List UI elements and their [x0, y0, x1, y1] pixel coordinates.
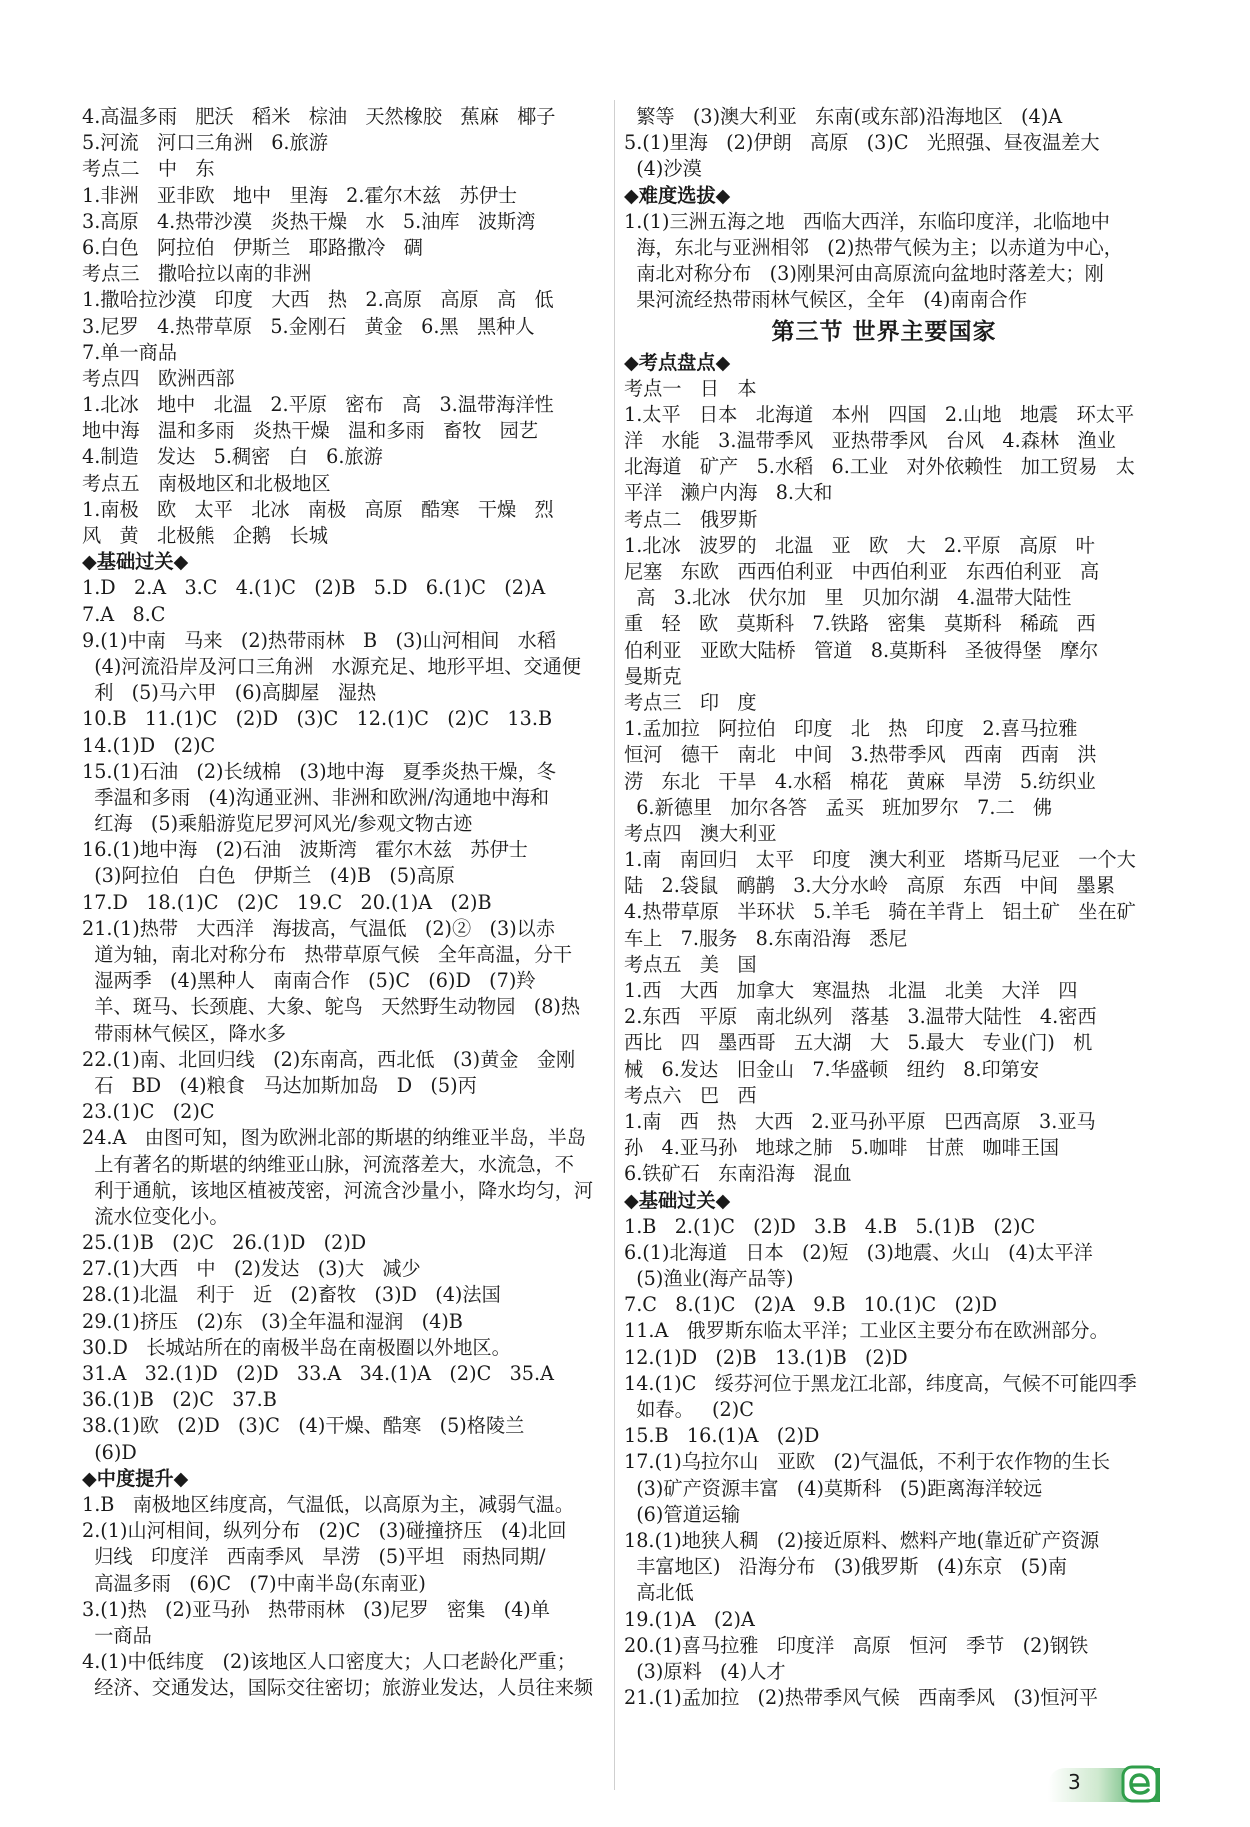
left-column: [82, 104, 604, 1701]
answer-line: 如春。 (2)C: [624, 1398, 754, 1421]
answer-line: 孙 4.亚马孙 地球之肺 5.咖啡 甘蔗 咖啡王国: [624, 1136, 1060, 1160]
answer-line: 11.A 俄罗斯东临太平洋；工业区主要分布在欧洲部分。: [624, 1319, 1109, 1343]
chapter-title: 第三节 世界主要国家: [771, 318, 997, 345]
answer-line: 17.D 18.(1)C (2)C 19.C 20.(1)A (2)B: [82, 890, 492, 914]
answer-line: 30.D 长城站所在的南极半岛在南极圈以外地区。: [82, 1335, 511, 1359]
answer-line: 丰富地区) 沿海分布 (3)俄罗斯 (4)东京 (5)南: [624, 1555, 1068, 1579]
answer-line: 海，东北与亚洲相邻 (2)热带气候为主；以赤道为中心，: [624, 235, 1123, 259]
answer-line: 10.B 11.(1)C (2)D (3)C 12.(1)C (2)C 13.B: [82, 707, 553, 731]
answer-line: 西比 四 墨西哥 五大湖 大 5.最大 专业(门) 机: [624, 1031, 1093, 1055]
answer-line: 1.南 南回归 太平 印度 澳大利亚 塔斯马尼亚 一个大: [624, 848, 1136, 872]
answer-line: (4)沙漠: [624, 157, 702, 181]
answer-line: 3.(1)热 (2)亚马孙 热带雨林 (3)尼罗 密集 (4)单: [82, 1597, 550, 1621]
answer-line: 考点四 欧洲西部: [82, 366, 235, 390]
answer-line: 繁等 (3)澳大利亚 东南(或东部)沿海地区 (4)A: [624, 105, 1063, 128]
answer-line: 1.南极 欧 太平 北冰 南极 高原 酷寒 干燥 烈: [82, 497, 554, 521]
answer-line: 6.(1)北海道 日本 (2)短 (3)地震、火山 (4)太平洋: [624, 1240, 1093, 1264]
answer-line: 湿两季 (4)黑种人 南南合作 (5)C (6)D (7)羚: [82, 969, 536, 993]
answer-line: 6.白色 阿拉伯 伊斯兰 耶路撒冷 碉: [82, 235, 423, 259]
answer-line: 考点四 澳大利亚: [624, 821, 777, 845]
answer-line: 36.(1)B (2)C 37.B: [82, 1388, 277, 1412]
answer-line: 曼斯克: [624, 664, 682, 688]
answer-line: 21.(1)孟加拉 (2)热带季风气候 西南季风 (3)恒河平: [624, 1686, 1098, 1710]
answer-line: 陆 2.袋鼠 鸸鹋 3.大分水岭 高原 东西 中间 墨累: [624, 874, 1115, 898]
section-heading: ◆基础过关◆: [82, 550, 189, 574]
answer-line: 平洋 濑户内海 8.大和: [624, 481, 833, 505]
answer-line: 重 轻 欧 莫斯科 7.铁路 密集 莫斯科 稀疏 西: [624, 612, 1096, 636]
answer-line: 石 BD (4)粮食 马达加斯加岛 D (5)丙: [82, 1073, 477, 1097]
column-divider: [614, 100, 615, 1790]
answer-line: 道为轴，南北对称分布 热带草原气候 全年高温，分干: [82, 943, 573, 966]
answer-line: 涝 东北 干旱 4.水稻 棉花 黄麻 旱涝 5.纺织业: [624, 769, 1096, 793]
answer-line: 考点二 俄罗斯: [624, 507, 758, 531]
answer-line: 21.(1)热带 大西洋 海拔高，气温低 (2)② (3)以赤: [82, 916, 556, 940]
answer-line: 利 (5)马六甲 (6)高脚屋 湿热: [82, 681, 377, 705]
answer-line: 17.(1)乌拉尔山 亚欧 (2)气温低，不利于农作物的生长: [624, 1450, 1111, 1474]
answer-line: 1.南 西 热 大西 2.亚马孙平原 巴西高原 3.亚马: [624, 1109, 1096, 1133]
answer-line: (6)D: [82, 1440, 137, 1464]
answer-line: 考点三 印 度: [624, 690, 757, 714]
answer-line: 1.B 南极地区纬度高，气温低，以高原为主，减弱气温。: [82, 1492, 575, 1516]
answer-line: 考点三 撒哈拉以南的非洲: [82, 262, 312, 286]
answer-line: 4.热带草原 半环状 5.羊毛 骑在羊背上 铝土矿 坐在矿: [624, 900, 1136, 924]
answer-line: 6.新德里 加尔各答 孟买 班加罗尔 7.二 佛: [624, 795, 1053, 819]
answer-line: 1.西 大西 加拿大 寒温热 北温 北美 大洋 四: [624, 979, 1078, 1002]
answer-line: 1.孟加拉 阿拉伯 印度 北 热 印度 2.喜马拉雅: [624, 717, 1078, 741]
answer-line: 1.B 2.(1)C (2)D 3.B 4.B 5.(1)B (2)C: [624, 1214, 1036, 1238]
answer-line: 南北对称分布 (3)刚果河由高原流向盆地时落差大；刚: [624, 262, 1104, 286]
section-heading: ◆难度选拔◆: [624, 183, 731, 207]
answer-line: 1.北冰 地中 北温 2.平原 密布 高 3.温带海洋性: [82, 393, 554, 417]
answer-line: 28.(1)北温 利于 近 (2)畜牧 (3)D (4)法国: [82, 1283, 501, 1307]
answer-line: 1.(1)三洲五海之地 西临大西洋，东临印度洋，北临地中: [624, 209, 1110, 233]
answer-line: 4.制造 发达 5.稠密 白 6.旅游: [82, 445, 383, 469]
answer-line: 14.(1)D (2)C: [82, 733, 216, 757]
answer-line: 4.高温多雨 肥沃 稻米 棕油 天然橡胶 蕉麻 椰子: [82, 105, 556, 128]
answer-line: 洋 水能 3.温带季风 亚热带季风 台风 4.森林 渔业: [624, 429, 1116, 453]
answer-line: 1.D 2.A 3.C 4.(1)C (2)B 5.D 6.(1)C (2)A: [82, 576, 546, 600]
answer-line: 地中海 温和多雨 炎热干燥 温和多雨 畜牧 园艺: [82, 419, 539, 443]
answer-line: 红海 (5)乘船游览尼罗河风光/参观文物古迹: [82, 812, 473, 836]
answer-line: 考点一 日 本: [624, 376, 757, 400]
answer-line: 29.(1)挤压 (2)东 (3)全年温和湿润 (4)B: [82, 1309, 463, 1333]
right-column: [624, 104, 1144, 1711]
page-footer: [1048, 1762, 1160, 1804]
answer-line: 3.尼罗 4.热带草原 5.金刚石 黄金 6.黑 黑种人: [82, 314, 535, 338]
answer-line: 31.A 32.(1)D (2)D 33.A 34.(1)A (2)C 35.A: [82, 1362, 554, 1385]
answer-line: 利于通航，该地区植被茂密，河流含沙量小，降水均匀，河: [82, 1178, 594, 1202]
page-number: 3: [1068, 1770, 1081, 1794]
section-heading: ◆基础过关◆: [624, 1188, 731, 1212]
answer-line: 考点五 南极地区和北极地区: [82, 471, 331, 495]
answer-line: 7.A 8.C: [82, 602, 166, 626]
answer-line: 7.单一商品: [82, 340, 178, 364]
answer-line: 械 6.发达 旧金山 7.华盛顿 纽约 8.印第安: [624, 1057, 1040, 1081]
answer-line: 高 3.北冰 伏尔加 里 贝加尔湖 4.温带大陆性: [624, 586, 1072, 610]
answer-line: 6.铁矿石 东南沿海 混血: [624, 1162, 852, 1186]
answer-line: (3)矿产资源丰富 (4)莫斯科 (5)距离海洋较远: [624, 1476, 1043, 1500]
answer-line: 27.(1)大西 中 (2)发达 (3)大 减少: [82, 1257, 421, 1281]
answer-line: 考点六 巴 西: [624, 1083, 757, 1107]
answer-line: 经济、交通发达，国际交往密切；旅游业发达，人员往来频: [82, 1676, 594, 1700]
answer-line: 22.(1)南、北回归线 (2)东南高，西北低 (3)黄金 金刚: [82, 1047, 576, 1071]
answer-line: 15.B 16.(1)A (2)D: [624, 1424, 820, 1448]
answer-line: 1.北冰 波罗的 北温 亚 欧 大 2.平原 高原 叶: [624, 533, 1095, 557]
answer-line: 季温和多雨 (4)沟通亚洲、非洲和欧洲/沟通地中海和: [82, 785, 550, 809]
answer-line: 一商品: [82, 1623, 152, 1647]
section-heading: ◆考点盘点◆: [624, 350, 731, 374]
answer-line: (4)河流沿岸及河口三角洲 水源充足、地形平坦、交通便: [82, 654, 581, 678]
answer-line: (3)原料 (4)人才: [624, 1659, 786, 1683]
answer-line: 1.非洲 亚非欧 地中 里海 2.霍尔木兹 苏伊士: [82, 183, 518, 207]
answer-line: 上有著名的斯堪的纳维亚山脉，河流落差大，水流急，不: [82, 1152, 574, 1176]
brand-logo-icon: [1120, 1764, 1160, 1804]
answer-line: (3)阿拉伯 白色 伊斯兰 (4)B (5)高原: [82, 864, 455, 888]
answer-line: 23.(1)C (2)C: [82, 1100, 215, 1124]
answer-line: 风 黄 北极熊 企鹅 长城: [82, 524, 328, 547]
answer-line: 1.撒哈拉沙漠 印度 大西 热 2.高原 高原 高 低: [82, 288, 554, 312]
answer-line: 20.(1)喜马拉雅 印度洋 高原 恒河 季节 (2)钢铁: [624, 1633, 1089, 1657]
answer-line: 12.(1)D (2)B 13.(1)B (2)D: [624, 1345, 908, 1369]
answer-line: 北海道 矿产 5.水稻 6.工业 对外依赖性 加工贸易 太: [624, 455, 1135, 479]
answer-line: 19.(1)A (2)A: [624, 1607, 755, 1631]
answer-line: (5)渔业(海产品等): [624, 1267, 794, 1291]
answer-line: 16.(1)地中海 (2)石油 波斯湾 霍尔木兹 苏伊士: [82, 838, 528, 862]
answer-line: 考点二 中 东: [82, 157, 215, 181]
answer-line: 带雨林气候区，降水多: [82, 1021, 287, 1045]
answer-line: 车上 7.服务 8.东南沿海 悉尼: [624, 926, 908, 950]
answer-line: 15.(1)石油 (2)长绒棉 (3)地中海 夏季炎热干燥，冬: [82, 759, 556, 783]
section-heading: ◆中度提升◆: [82, 1466, 189, 1490]
answer-line: 尼塞 东欧 西西伯利亚 中西伯利亚 东西伯利亚 高: [624, 560, 1100, 583]
answer-line: 归线 印度洋 西南季风 旱涝 (5)平坦 雨热同期/: [82, 1545, 546, 1569]
answer-line: 1.太平 日本 北海道 本州 四国 2.山地 地震 环太平: [624, 402, 1135, 426]
answer-line: 24.A 由图可知，图为欧洲北部的斯堪的纳维亚半岛，半岛: [82, 1126, 586, 1150]
answer-line: 羊、斑马、长颈鹿、大象、鸵鸟 天然野生动物园 (8)热: [82, 995, 581, 1019]
answer-line: 4.(1)中低纬度 (2)该地区人口密度大；人口老龄化严重；: [82, 1650, 576, 1674]
answer-line: 3.高原 4.热带沙漠 炎热干燥 水 5.油库 波斯湾: [82, 209, 536, 233]
answer-line: 流水位变化小。: [82, 1204, 229, 1228]
answer-line: 2.(1)山河相间，纵列分布 (2)C (3)碰撞挤压 (4)北回: [82, 1519, 567, 1543]
answer-line: 14.(1)C 绥芬河位于黑龙江北部，纬度高，气候不可能四季: [624, 1371, 1137, 1395]
answer-line: 38.(1)欧 (2)D (3)C (4)干燥、酷寒 (5)格陵兰: [82, 1414, 525, 1438]
answer-line: 高温多雨 (6)C (7)中南半岛(东南亚): [82, 1571, 426, 1595]
answer-line: 2.东西 平原 南北纵列 落基 3.温带大陆性 4.密西: [624, 1005, 1097, 1029]
answer-line: 恒河 德干 南北 中间 3.热带季风 西南 西南 洪: [624, 743, 1097, 767]
answer-line: 考点五 美 国: [624, 952, 757, 976]
answer-line: 高北低: [624, 1581, 694, 1605]
answer-line: 25.(1)B (2)C 26.(1)D (2)D: [82, 1231, 367, 1255]
answer-line: 18.(1)地狭人稠 (2)接近原料、燃料产地(靠近矿产资源: [624, 1528, 1100, 1552]
answer-line: (6)管道运输: [624, 1502, 741, 1526]
answer-line: 7.C 8.(1)C (2)A 9.B 10.(1)C (2)D: [624, 1293, 998, 1317]
answer-line: 5.(1)里海 (2)伊朗 高原 (3)C 光照强、昼夜温差大: [624, 131, 1100, 155]
answer-line: 伯利亚 亚欧大陆桥 管道 8.莫斯科 圣彼得堡 摩尔: [624, 638, 1099, 662]
answer-line: 5.河流 河口三角洲 6.旅游: [82, 131, 328, 155]
answer-line: 9.(1)中南 马来 (2)热带雨林 B (3)山河相间 水稻: [82, 628, 557, 652]
answer-line: 果河流经热带雨林气候区，全年 (4)南南合作: [624, 288, 1028, 312]
